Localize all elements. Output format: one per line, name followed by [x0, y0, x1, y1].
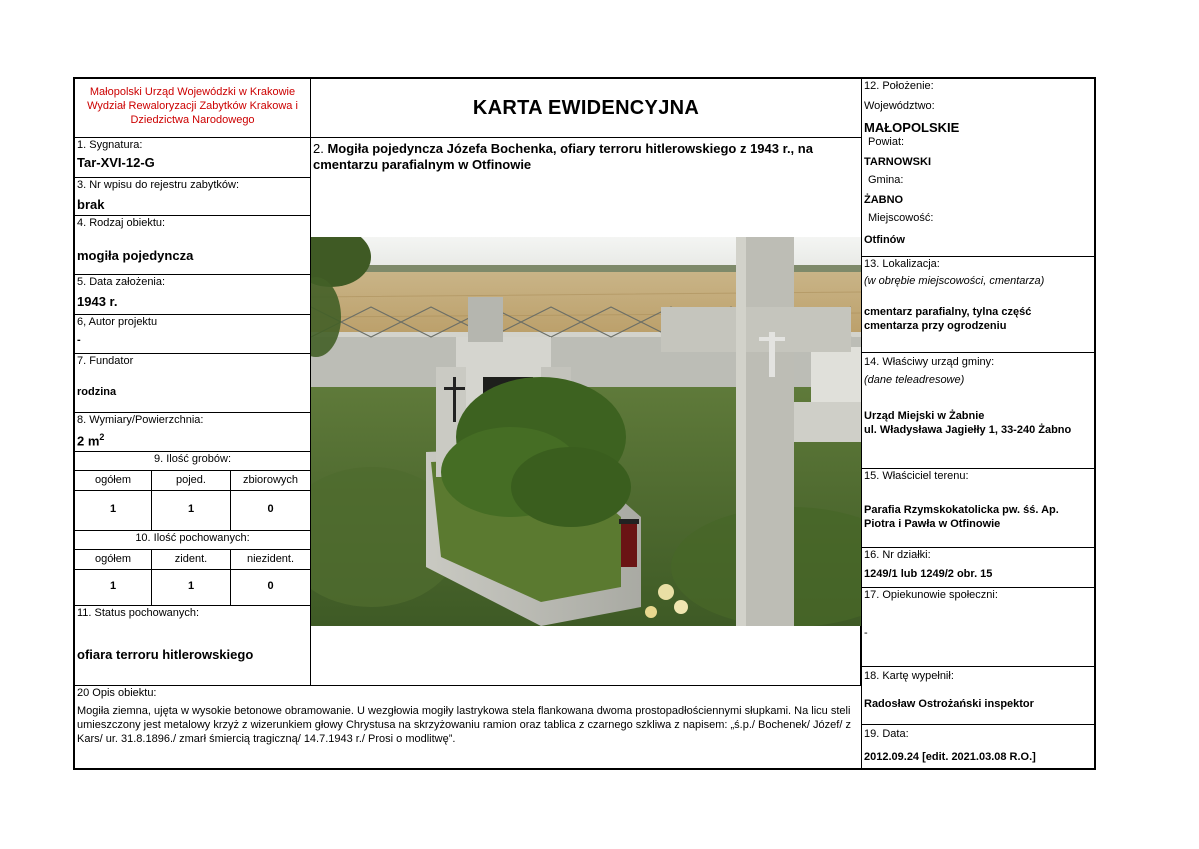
data-zalozenia-section	[75, 275, 311, 315]
rodzaj-value: mogiła pojedyncza	[77, 248, 194, 263]
wlasciciel-value-2: Piotra i Pawła w Otfinowie	[864, 518, 1001, 530]
wymiary-exponent: 2	[99, 432, 105, 442]
powiat-label: Powiat:	[868, 136, 905, 148]
lokalizacja-value-2: cmentarza przy ogrodzeniu	[864, 320, 1007, 332]
wlasciciel-section	[861, 469, 1096, 548]
institution-line-2: Wydział Rewaloryzacji Zabytków Krakowa i	[87, 100, 298, 112]
status-section	[75, 606, 311, 686]
sygnatura-value: Tar-XVI-12-G	[77, 155, 155, 170]
lokalizacja-value-1: cmentarz parafialny, tylna część	[864, 306, 1032, 318]
status-label: 11. Status pochowanych:	[77, 607, 200, 619]
card-title: KARTA EWIDENCYJNA	[311, 79, 861, 138]
autor-section	[75, 315, 311, 354]
urzad-label: 14. Właściwy urząd gminy:	[864, 356, 995, 368]
dzialka-label: 16. Nr działki:	[864, 549, 931, 561]
sygnatura-label: 1. Sygnatura:	[77, 139, 143, 151]
wypelnil-section	[861, 667, 1096, 725]
autor-label: 6, Autor projektu	[77, 316, 158, 328]
object-title	[311, 138, 861, 198]
institution-line-3: Dziedzictwa Narodowego	[130, 114, 255, 126]
urzad-value-1: Urząd Miejski w Żabnie	[864, 410, 985, 422]
rodzaj-section	[75, 216, 311, 275]
wypelnil-value: Radosław Ostrożański inspektor	[864, 698, 1034, 710]
opiekunowie-section	[861, 588, 1096, 667]
middle-bottom-spacer	[311, 626, 861, 686]
opis-text: Mogiła ziemna, ujęta w wysokie betonowe obramowanie. U wezgłowia mogiły lastrykowa stela flankowana dwoma prostopadłościennymi słupkami. Na licu steli umieszczony jest metalowy krzyż z wizerunkiem głowy Chrystusa na skrzyżowaniu ramion oraz tablica z czarnego szkliwa z napisem: „ś.p./ Bochenek/ Józef/ z Kars/ ur. 31.8.1896./ zmarł śmiercią tragiczną/ 14.7.1943 r./ Prosi o modlitwę”.	[77, 705, 851, 745]
opiekunowie-label: 17. Opiekunowie społeczni:	[864, 589, 998, 601]
pochowanych-value-ogolem: 1	[75, 570, 152, 606]
data-wypelnienia-section	[861, 725, 1096, 770]
data-zalozenia-value: 1943 r.	[77, 294, 118, 309]
grobow-label: 9. Ilość grobów:	[75, 452, 311, 471]
urzad-value-2: ul. Władysława Jagiełły 1, 33-240 Żabno	[864, 424, 1072, 436]
object-title-text: Mogiła pojedyncza Józefa Bochenka, ofiary terroru hitlerowskiego z 1943 r., na cmentarzu parafialnym w Otfinowie	[313, 141, 813, 172]
lokalizacja-section	[861, 257, 1096, 353]
institution-header	[75, 79, 311, 138]
autor-value: -	[77, 334, 81, 346]
opiekunowie-value: -	[864, 627, 868, 639]
polozenie-label: 12. Położenie:	[864, 80, 934, 92]
grobow-value-ogolem: 1	[75, 491, 152, 531]
fundator-section	[75, 354, 311, 413]
pochowanych-header-zident: zident.	[152, 550, 231, 570]
fundator-value: rodzina	[77, 386, 117, 398]
grobow-header-zbiorowych: zbiorowych	[231, 471, 311, 491]
rejestr-section	[75, 178, 311, 216]
wypelnil-label: 18. Kartę wypełnił:	[864, 670, 954, 682]
urzad-hint: (dane teleadresowe)	[864, 374, 965, 386]
opis-section	[75, 686, 861, 770]
institution-line-1: Małopolski Urząd Wojewódzki w Krakowie	[89, 86, 296, 98]
opis-label: 20 Opis obiektu:	[77, 687, 157, 699]
wymiary-section	[75, 413, 311, 452]
pochowanych-value-zident: 1	[152, 570, 231, 606]
gmina-label: Gmina:	[868, 174, 904, 186]
pochowanych-label: 10. Ilość pochowanych:	[75, 531, 311, 550]
grave-photo	[311, 237, 861, 626]
wlasciciel-value-1: Parafia Rzymskokatolicka pw. śś. Ap.	[864, 504, 1059, 516]
object-number: 2.	[313, 141, 324, 156]
polozenie-section	[861, 79, 1096, 257]
wojewodztwo-label: Województwo:	[864, 100, 935, 112]
urzad-section	[861, 353, 1096, 469]
wymiary-number: 2 m	[77, 433, 100, 449]
lokalizacja-label: 13. Lokalizacja:	[864, 258, 940, 270]
grobow-value-pojed: 1	[152, 491, 231, 531]
gmina-value: ŻABNO	[864, 194, 904, 206]
pochowanych-value-niezident: 0	[231, 570, 311, 606]
miejscowosc-label: Miejscowość:	[868, 212, 934, 224]
data-wypelnienia-value: 2012.09.24 [edit. 2021.03.08 R.O.]	[864, 751, 1036, 763]
record-card	[73, 77, 1096, 770]
wlasciciel-label: 15. Właściciel terenu:	[864, 470, 969, 482]
data-zalozenia-label: 5. Data założenia:	[77, 276, 166, 288]
rejestr-value: brak	[77, 197, 105, 212]
fundator-label: 7. Fundator	[77, 355, 134, 367]
status-value: ofiara terroru hitlerowskiego	[77, 647, 254, 662]
grobow-value-zbiorowych: 0	[231, 491, 311, 531]
wymiary-value	[75, 428, 310, 448]
pochowanych-header-niezident: niezident.	[231, 550, 311, 570]
rodzaj-label: 4. Rodzaj obiektu:	[77, 217, 166, 229]
grobow-header-ogolem: ogółem	[75, 471, 152, 491]
data-wypelnienia-label: 19. Data:	[864, 728, 909, 740]
wymiary-label: 8. Wymiary/Powierzchnia:	[77, 414, 204, 426]
pochowanych-header-ogolem: ogółem	[75, 550, 152, 570]
sygnatura-section	[75, 138, 311, 178]
grobow-header-pojed: pojed.	[152, 471, 231, 491]
dzialka-value: 1249/1 lub 1249/2 obr. 15	[864, 568, 993, 580]
miejscowosc-value: Otfinów	[864, 234, 905, 246]
lokalizacja-hint: (w obrębie miejscowości, cmentarza)	[864, 275, 1045, 287]
rejestr-label: 3. Nr wpisu do rejestru zabytków:	[77, 179, 240, 191]
wojewodztwo-value: MAŁOPOLSKIE	[864, 120, 960, 135]
powiat-value: TARNOWSKI	[864, 156, 932, 168]
dzialka-section	[861, 548, 1096, 588]
